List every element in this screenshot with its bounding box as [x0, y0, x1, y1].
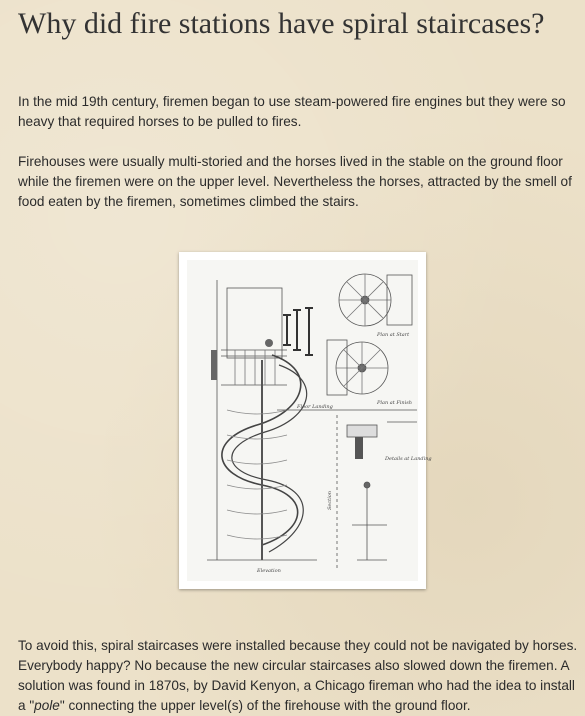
solution-text-before: To avoid this, spiral staircases were installed because they could not be navigated by horses. Everybody happy? No because the new circular staircases also slowed down the firemen. A solution was found in 1870s, by David Kenyon, a Chicago fireman who had the idea to install a "	[18, 638, 578, 713]
intro-paragraph: In the mid 19th century, firemen began to use steam-powered fire engines but they were so heavy that required horses to be pulled to fires.	[18, 94, 566, 129]
section-label: Section	[327, 490, 333, 510]
solution-paragraph	[18, 636, 580, 716]
elevation-label: Elevation	[257, 568, 281, 574]
firehouse-paragraph: Firehouses were usually multi-storied and the horses lived in the stable on the ground floor while the firemen were on the upper level. Nevertheless the horses, attracted by the smell of food eaten by the firemen, sometimes climbed the stairs.	[18, 154, 572, 209]
spiral-staircase-drawing	[179, 252, 432, 589]
plan-finish-label: Plan at Finish	[377, 400, 413, 406]
pole-emphasis: pole	[34, 698, 60, 713]
details-landing-label: Details at Landing	[385, 456, 432, 462]
floor-landing-label: Floor Landing	[297, 404, 333, 410]
solution-text-after: " connecting the upper level(s) of the firehouse with the ground floor.	[59, 698, 471, 713]
plan-start-label: Plan at Start	[377, 332, 410, 338]
page-title: Why did fire stations have spiral staircases?	[18, 7, 545, 40]
